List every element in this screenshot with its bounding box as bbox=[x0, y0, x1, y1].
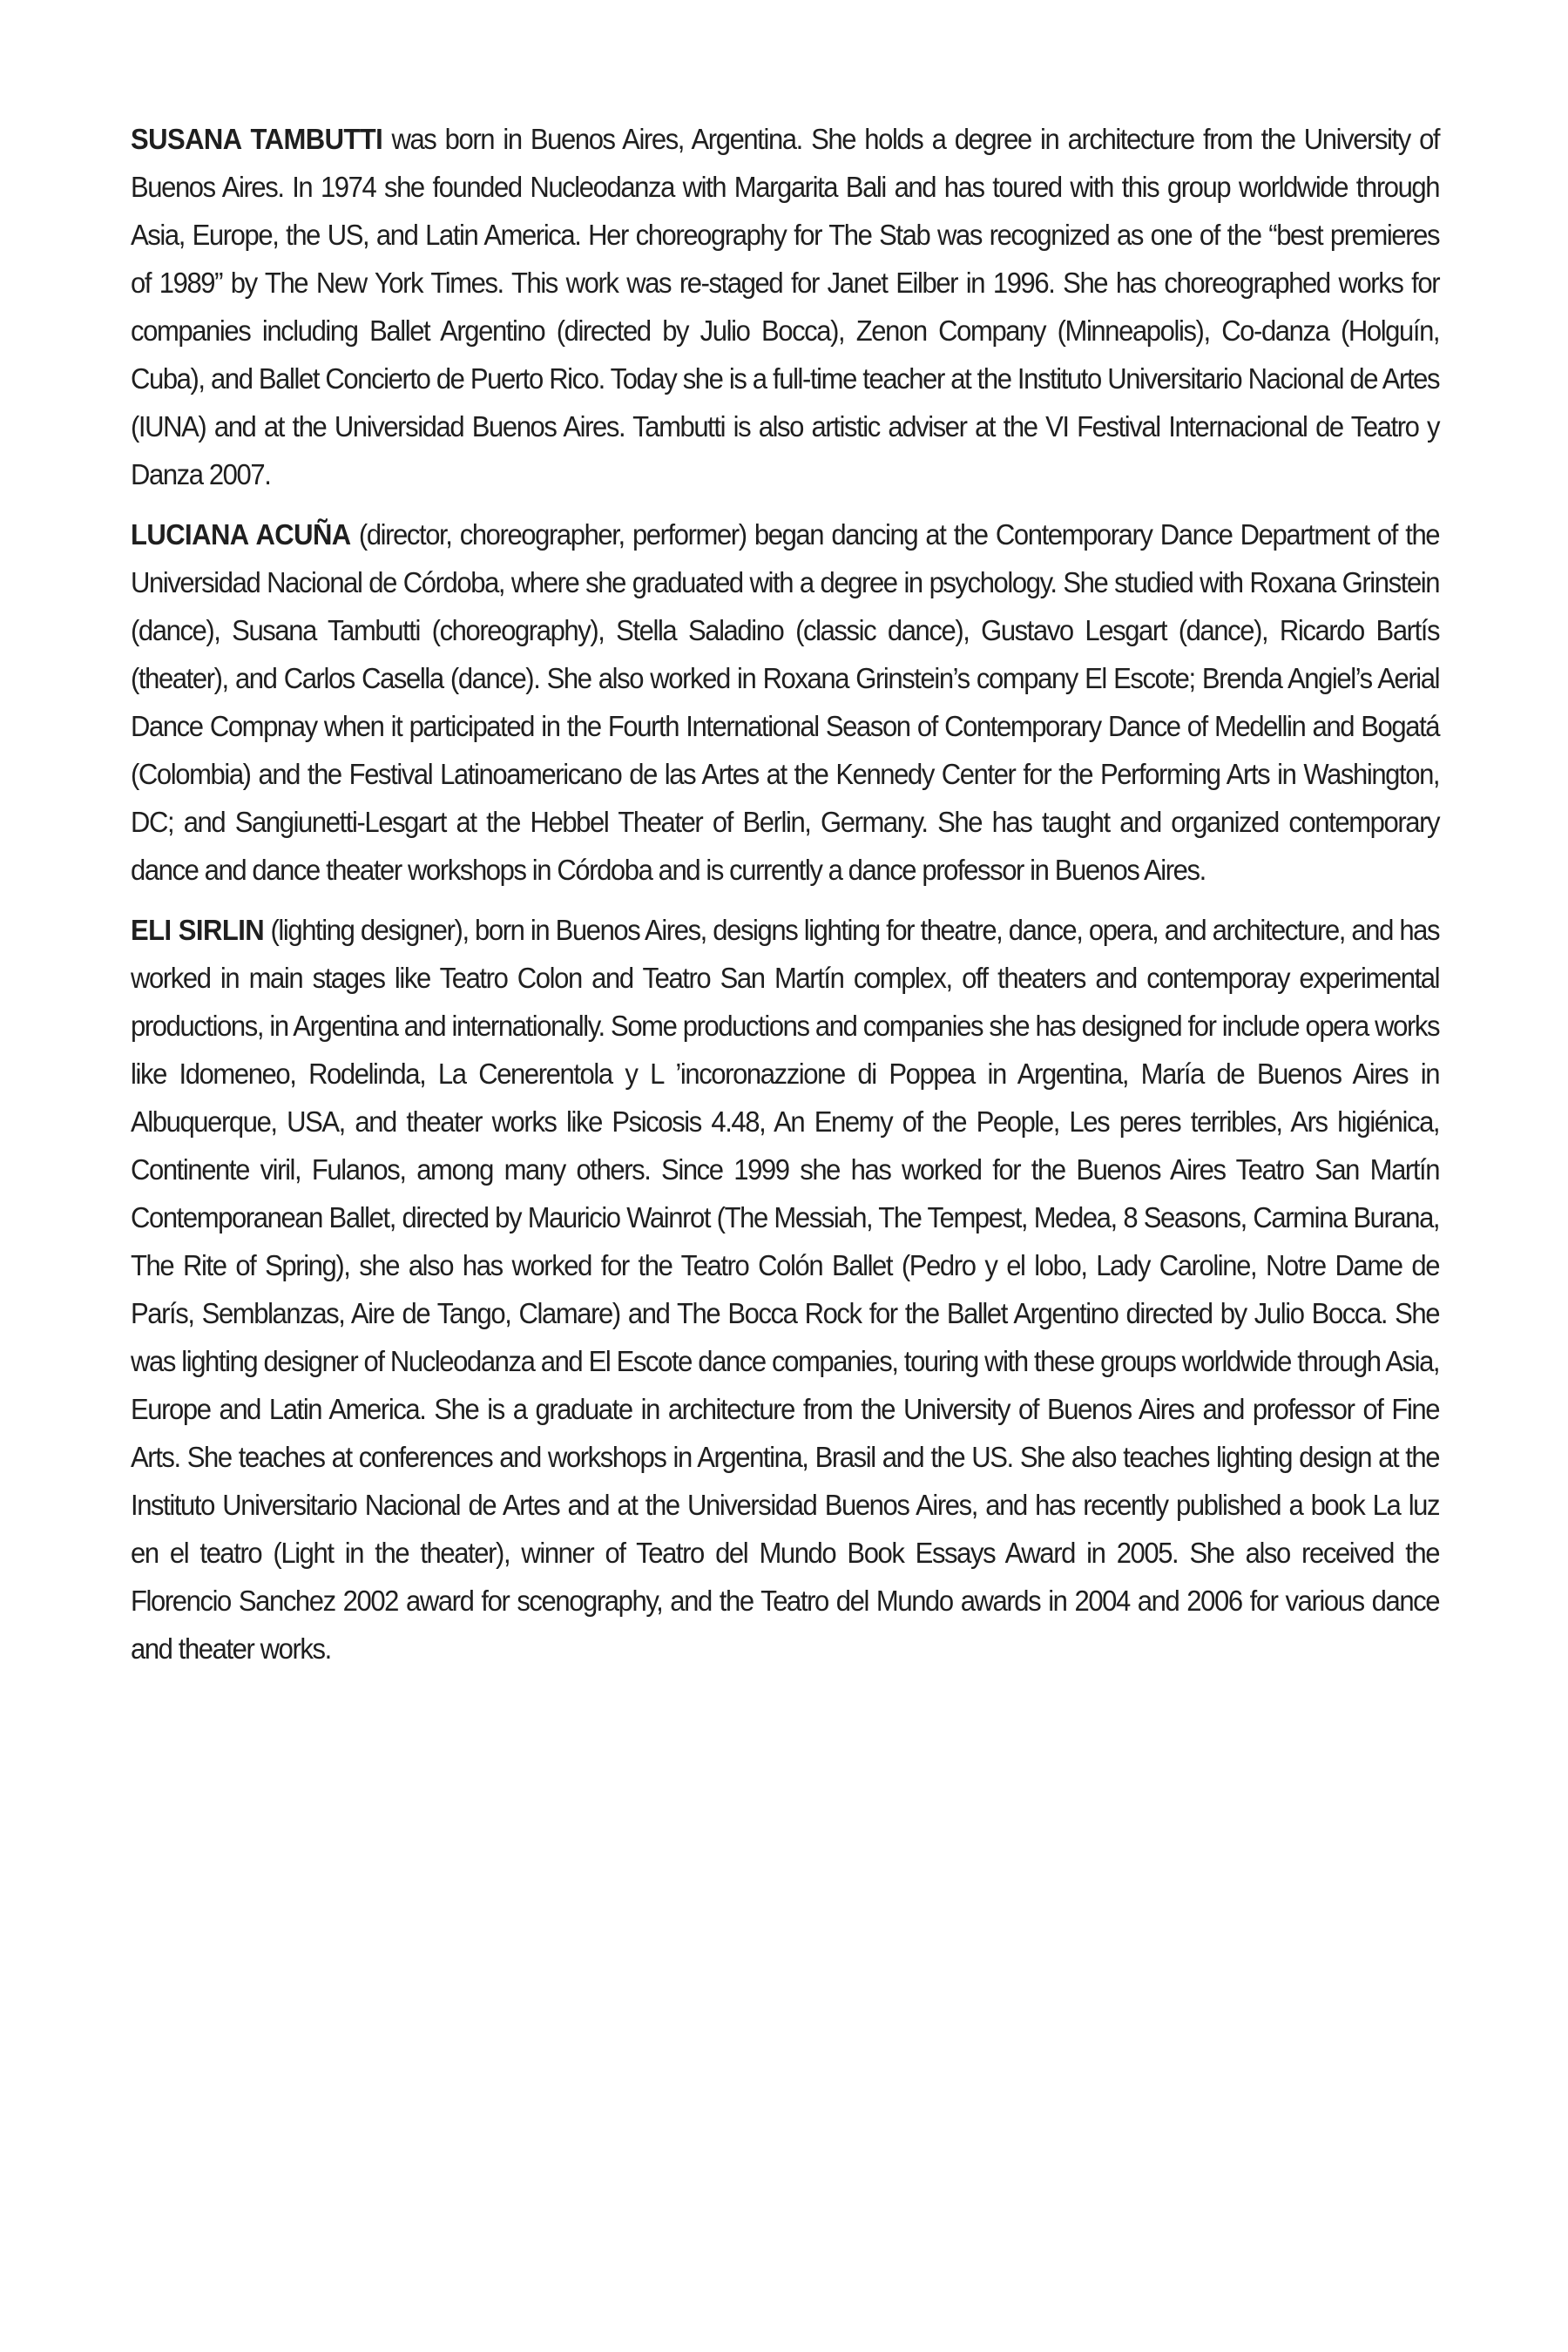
bio-text: (director, choreographer, performer) began dancing at the Contemporary Dance Department of the Universidad Nacional de Córdoba, where she graduated with a degree in psychology. She studied with Roxana Grinstein (dance), Susana Tambutti (choreography), Stella Saladino (classic dance), Gustavo Lesgart (dance), Ricardo Bartís (theater), and Carlos Casella (dance). She also worked in Roxana Grinstein’s company El Escote; Brenda Angiel’s Aerial Dance Compnay when it participated in the Fourth International Season of Contemporary Dance of Medellin and Bogatá (Colombia) and the Festival Latinoamericano de las Artes at the Kennedy Center for the Performing Arts in Washington, DC; and Sangiunetti-Lesgart at the Hebbel Theater of Berlin, Germany. She has taught and organized contemporary dance and dance theater workshops in Córdoba and is currently a dance professor in Buenos Aires. bbox=[131, 518, 1440, 886]
bio-name: SUSANA TAMBUTTI bbox=[131, 123, 383, 155]
bio-luciana-acuna bbox=[131, 510, 1439, 894]
bio-eli-sirlin bbox=[131, 906, 1439, 1673]
bio-name: ELI SIRLIN bbox=[131, 914, 265, 946]
bio-text: was born in Buenos Aires, Argentina. She holds a degree in architecture from the University of Buenos Aires. In 1974 she founded Nucleodanza with Margarita Bali and has toured with this group worldwide through Asia, Europe, the US, and Latin America. Her choreography for The Stab was recognized as one of the “best premieres of 1989” by The New York Times. This work was re-staged for Janet Eilber in 1996. She has choreographed works for companies including Ballet Argentino (directed by Julio Bocca), Zenon Company (Minneapolis), Co-danza (Holguín, Cuba), and Ballet Concierto de Puerto Rico. Today she is a full-time teacher at the Instituto Universitario Nacional de Artes (IUNA) and at the Universidad Buenos Aires. Tambutti is also artistic adviser at the VI Festival Internacional de Teatro y Danza 2007. bbox=[131, 123, 1440, 490]
bio-text: (lighting designer), born in Buenos Aires, designs lighting for theatre, dance, opera, and architecture, and has worked in main stages like Teatro Colon and Teatro San Martín complex, off theaters and contemporay experimental productions, in Argentina and internationally. Some productions and companies she has designed for include opera works like Idomeneo, Rodelinda, La Cenerentola y L ’incoronazzione di Poppea in Argentina, María de Buenos Aires in Albuquerque, USA, and theater works like Psicosis 4.48, An Enemy of the People, Les peres terribles, Ars higiénica, Continente viril, Fulanos, among many others. Since 1999 she has worked for the Buenos Aires Teatro San Martín Contemporanean Ballet, directed by Mauricio Wainrot (The Messiah, The Tempest, Medea, 8 Seasons, Carmina Burana, The Rite of Spring), she also has worked for the Teatro Colón Ballet (Pedro y el lobo, Lady Caroline, Notre Dame de París, Semblanzas, Aire de Tango, Clamare) and The Bocca Rock for the Ballet Argentino directed by Julio Bocca. She was lighting designer of Nucleodanza and El Escote dance companies, touring with these groups worldwide through Asia, Europe and Latin America. She is a graduate in architecture from the University of Buenos Aires and professor of Fine Arts. She teaches at conferences and workshops in Argentina, Brasil and the US. She also teaches lighting design at the Instituto Universitario Nacional de Artes and at the Universidad Buenos Aires, and has recently published a book La luz en el teatro (Light in the theater), winner of Teatro del Mundo Book Essays Award in 2005. She also received the Florencio Sanchez 2002 award for scenography, and the Teatro del Mundo awards in 2004 and 2006 for various dance and theater works. bbox=[131, 914, 1440, 1665]
document-page bbox=[131, 115, 1439, 1685]
bio-susana-tambutti bbox=[131, 115, 1439, 498]
bio-name: LUCIANA ACUÑA bbox=[131, 518, 351, 551]
